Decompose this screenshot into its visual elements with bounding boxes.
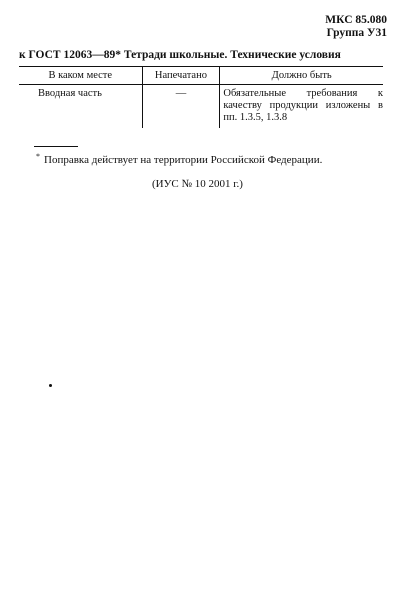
- document-header: [325, 14, 387, 40]
- cell-should-be: Обязательные требования к качеству продукции изложены в пп. 1.3.5, 1.3.8: [223, 88, 383, 123]
- amendment-title: к ГОСТ 12063—89* Тетради школьные. Технические условия: [19, 49, 341, 61]
- table-header-row: [19, 67, 383, 85]
- footnote-marker: *: [36, 152, 40, 161]
- footnote-separator: [34, 146, 78, 147]
- footnote-text: Поправка действует на территории Российской Федерации.: [44, 154, 323, 166]
- amendment-table: [19, 66, 383, 128]
- cell-printed: —: [142, 85, 220, 129]
- cell-where: Вводная часть: [38, 88, 102, 99]
- footnote: [36, 152, 322, 166]
- stray-mark: [49, 384, 52, 387]
- mks-code: МКС 85.080: [325, 14, 387, 26]
- table-row: [19, 85, 383, 129]
- group-code: Группа У31: [326, 27, 387, 39]
- column-header-should-be: Должно быть: [220, 67, 383, 85]
- source-reference: (ИУС № 10 2001 г.): [152, 178, 243, 190]
- column-header-printed: Напечатано: [142, 67, 220, 85]
- column-header-where: В каком месте: [19, 67, 142, 85]
